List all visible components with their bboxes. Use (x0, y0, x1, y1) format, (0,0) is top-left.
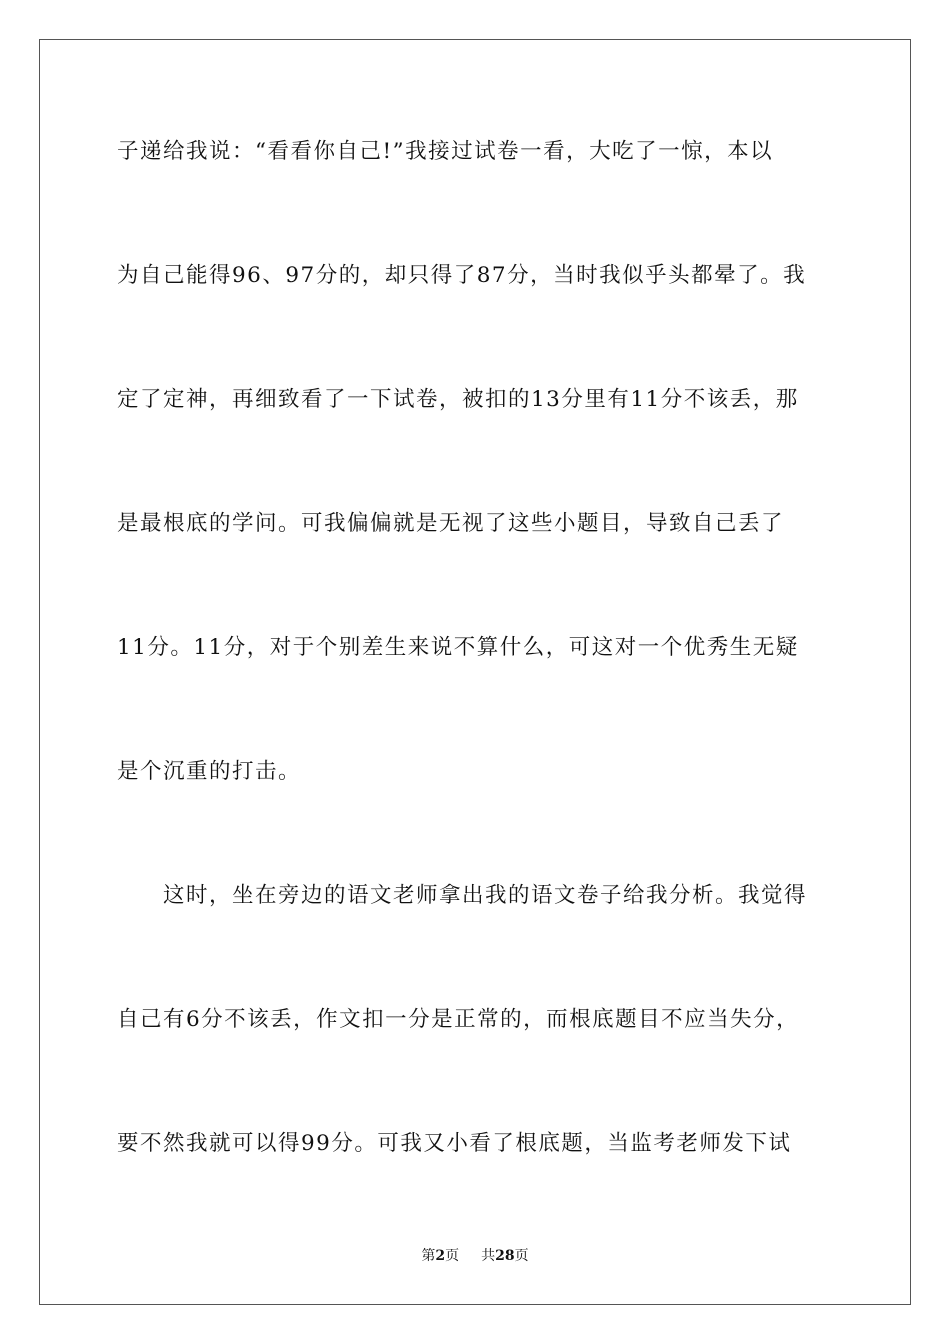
footer-page-suffix: 页 (445, 1248, 460, 1264)
paragraph-line: 是个沉重的打击。 (117, 759, 302, 784)
paragraph-line: 11分。11分，对于个别差生来说不算什么，可这对一个优秀生无疑 (117, 635, 799, 660)
footer-total-suffix: 页 (514, 1248, 529, 1264)
paragraph-line: 要不然我就可以得99分。可我又小看了根底题，当监考老师发下试 (117, 1131, 792, 1156)
total-pages-number: 28 (495, 1248, 515, 1264)
page-frame (39, 39, 911, 1305)
current-page-number: 2 (435, 1248, 446, 1264)
paragraph-line: 是最根底的学问。可我偏偏就是无视了这些小题目，导致自己丢了 (117, 511, 785, 536)
footer-total-prefix: 共 (481, 1248, 496, 1264)
footer-prefix: 第 (421, 1248, 436, 1264)
paragraph-line: 自己有6分不该丢，作文扣一分是正常的，而根底题目不应当失分， (117, 1007, 800, 1032)
paragraph-line-indented: 这时，坐在旁边的语文老师拿出我的语文卷子给我分析。我觉得 (163, 883, 808, 908)
paragraph-line: 为自己能得96、97分的，却只得了87分，当时我似乎头都晕了。我 (117, 263, 807, 288)
page-footer (0, 1246, 950, 1266)
paragraph-line: 子递给我说：“看看你自己!”我接过试卷一看，大吃了一惊，本以 (117, 139, 774, 164)
paragraph-line: 定了定神，再细致看了一下试卷，被扣的13分里有11分不该丢，那 (117, 387, 799, 412)
